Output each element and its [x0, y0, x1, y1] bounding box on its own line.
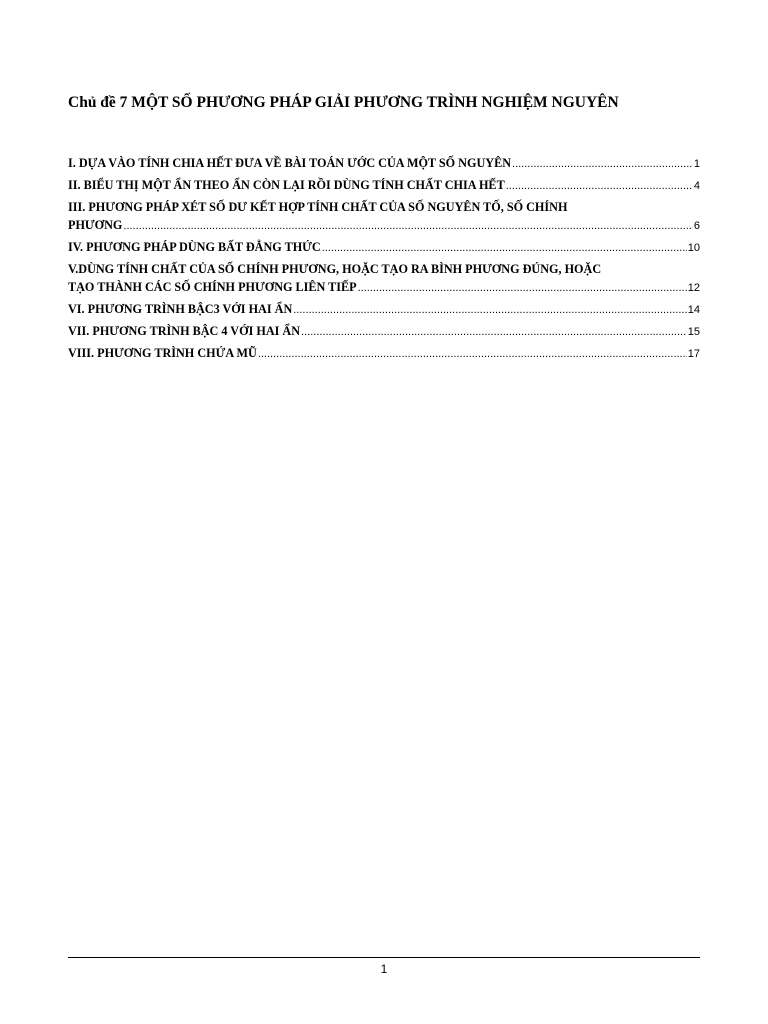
toc-entry-6[interactable]: [68, 300, 700, 318]
toc-dot-leader: [322, 240, 687, 256]
toc-entry-text: I. DỰA VÀO TÍNH CHIA HẾT ĐƯA VỀ BÀI TOÁN ƯỚC CỦA MỘT SỐ NGUYÊN: [68, 156, 512, 170]
toc-page-number: 17: [687, 348, 700, 360]
toc-page-number: 12: [687, 282, 700, 294]
toc-dot-leader: [506, 178, 693, 194]
toc-dot-leader: [293, 302, 687, 318]
document-title: Chủ đề 7 MỘT SỐ PHƯƠNG PHÁP GIẢI PHƯƠNG TRÌNH NGHIỆM NGUYÊN: [68, 94, 619, 111]
toc-entry-5[interactable]: [68, 260, 700, 296]
toc-page-number: 10: [687, 242, 700, 254]
toc-page-number: 6: [693, 220, 700, 232]
toc-entry-text-line1: V.DÙNG TÍNH CHẤT CỦA SỐ CHÍNH PHƯƠNG, HOẶC TẠO RA BÌNH PHƯƠNG ĐÚNG, HOẶC: [68, 262, 602, 276]
toc-entry-1[interactable]: [68, 154, 700, 172]
toc-page-number: 1: [693, 158, 700, 170]
toc-dot-leader: [301, 324, 687, 340]
toc-entry-text: VI. PHƯƠNG TRÌNH BẬC3 VỚI HAI ẨN: [68, 302, 293, 316]
toc-dot-leader: [123, 218, 692, 234]
toc-entry-text: IV. PHƯƠNG PHÁP DÙNG BẤT ĐẲNG THỨC: [68, 240, 321, 254]
toc-entry-2[interactable]: [68, 176, 700, 194]
footer-page-number: 1: [380, 962, 388, 976]
toc-entry-text: VIII. PHƯƠNG TRÌNH CHỨA MŨ: [68, 346, 257, 360]
toc-dot-leader: [358, 280, 687, 296]
toc-entry-text-line2: PHƯƠNG: [68, 218, 123, 232]
footer-divider: [68, 957, 700, 958]
toc-entry-8[interactable]: [68, 344, 700, 362]
toc-dot-leader: [258, 346, 687, 362]
toc-entry-7[interactable]: [68, 322, 700, 340]
table-of-contents: [68, 154, 700, 366]
toc-page-number: 15: [687, 326, 700, 338]
toc-entry-text: VII. PHƯƠNG TRÌNH BẬC 4 VỚI HAI ẨN: [68, 324, 301, 338]
toc-entry-4[interactable]: [68, 238, 700, 256]
toc-entry-text-line1: III. PHƯƠNG PHÁP XÉT SỐ DƯ KẾT HỢP TÍNH CHẤT CỦA SỐ NGUYÊN TỐ, SỐ CHÍNH: [68, 200, 568, 214]
toc-entry-text-line2: TẠO THÀNH CÁC SỐ CHÍNH PHƯƠNG LIÊN TIẾP: [68, 280, 357, 294]
toc-dot-leader: [512, 156, 693, 172]
toc-page-number: 4: [693, 180, 700, 192]
toc-page-number: 14: [687, 304, 700, 316]
toc-entry-3[interactable]: [68, 198, 700, 234]
toc-entry-text: II. BIỂU THỊ MỘT ẨN THEO ẨN CÒN LẠI RỒI DÙNG TÍNH CHẤT CHIA HẾT: [68, 178, 505, 192]
